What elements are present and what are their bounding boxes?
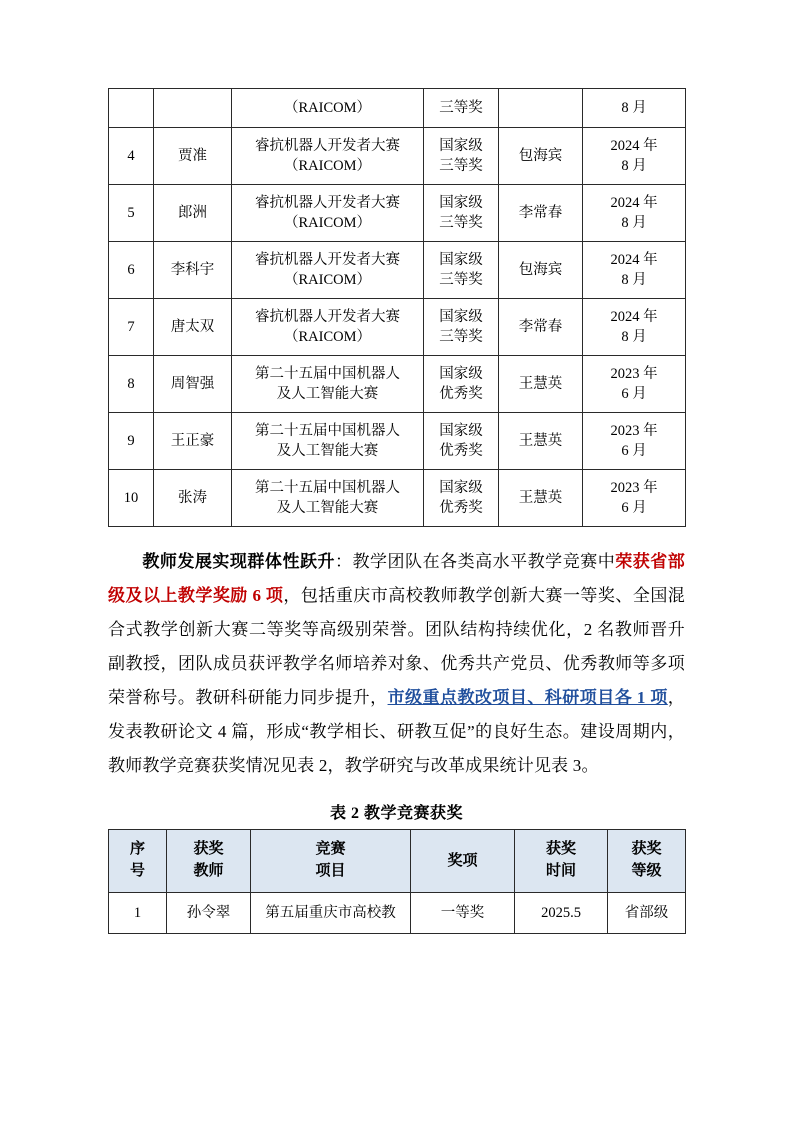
- cell-award-line2: 优秀奖: [439, 386, 483, 402]
- cell-project-line1: 第二十五届中国机器人: [255, 480, 400, 496]
- cell-award-line1: 国家级: [439, 423, 483, 439]
- cell-project: （RAICOM）: [232, 89, 424, 128]
- cell-project-line2: 及人工智能大赛: [276, 386, 379, 402]
- cell-no: 1: [109, 893, 167, 934]
- cell-project: [232, 242, 424, 299]
- cell-date: [583, 413, 686, 470]
- cell-no: 9: [109, 413, 154, 470]
- table-row: [109, 185, 686, 242]
- cell-no: 7: [109, 299, 154, 356]
- header-no-line1: 序: [129, 841, 145, 858]
- cell-award-line1: 国家级: [439, 138, 483, 154]
- cell-award-line1: 国家级: [439, 195, 483, 211]
- cell-award-line2: 优秀奖: [439, 500, 483, 516]
- cell-date-line1: 2024 年: [610, 195, 658, 211]
- cell-date-line2: 8 月: [621, 215, 647, 231]
- cell-no: 8: [109, 356, 154, 413]
- cell-name: 张涛: [154, 470, 232, 527]
- cell-award: [424, 242, 499, 299]
- table-row: [109, 128, 686, 185]
- cell-date: [583, 299, 686, 356]
- cell-project: [232, 413, 424, 470]
- cell-teacher: 包海宾: [499, 128, 583, 185]
- cell-project: [232, 185, 424, 242]
- cell-no: 6: [109, 242, 154, 299]
- cell-project-line1: 睿抗机器人开发者大赛: [255, 252, 400, 268]
- cell-award: [424, 470, 499, 527]
- paragraph-highlight-blue: 市级重点教改项目、科研项目各 1 项: [387, 688, 668, 707]
- cell-date: [583, 128, 686, 185]
- cell-date: 8 月: [583, 89, 686, 128]
- cell-date-line1: 2023 年: [610, 423, 658, 439]
- header-no: [109, 830, 167, 893]
- table-row: [109, 242, 686, 299]
- header-level-line2: 等级: [631, 863, 662, 879]
- cell-name: 郎洲: [154, 185, 232, 242]
- table-row: [109, 299, 686, 356]
- cell-project-line2: （RAICOM）: [283, 272, 371, 288]
- cell-award-line2: 三等奖: [439, 215, 483, 231]
- cell-teacher: 包海宾: [499, 242, 583, 299]
- cell-project-line1: 睿抗机器人开发者大赛: [255, 309, 400, 325]
- cell-project-line1: 第二十五届中国机器人: [255, 423, 400, 439]
- cell-award: [424, 299, 499, 356]
- cell-award: [424, 128, 499, 185]
- header-teacher-line2: 教师: [193, 863, 224, 879]
- cell-project: [232, 470, 424, 527]
- cell-award-line2: 三等奖: [439, 158, 483, 174]
- cell-date-line1: 2024 年: [610, 252, 658, 268]
- cell-teacher: 王慧英: [499, 470, 583, 527]
- table-row: [109, 893, 686, 934]
- table-header-row: [109, 830, 686, 893]
- cell-award-line1: 国家级: [439, 366, 483, 382]
- cell-date: [583, 242, 686, 299]
- header-no-line2: 号: [129, 863, 145, 879]
- cell-date: [583, 470, 686, 527]
- cell-date: [583, 356, 686, 413]
- cell-date: [583, 185, 686, 242]
- cell-teacher: 李常春: [499, 299, 583, 356]
- paragraph-lead-bold: 教师发展实现群体性跃升: [142, 552, 335, 571]
- cell-award-line2: 三等奖: [439, 272, 483, 288]
- cell-date-line2: 8 月: [621, 158, 647, 174]
- table-row: [109, 356, 686, 413]
- table-row: [109, 89, 686, 128]
- cell-name: 李科宇: [154, 242, 232, 299]
- header-project: [251, 830, 411, 893]
- cell-award: [424, 356, 499, 413]
- cell-award-line2: 优秀奖: [439, 443, 483, 459]
- header-time-line2: 时间: [545, 863, 576, 879]
- cell-level: 省部级: [608, 893, 686, 934]
- cell-project: [232, 128, 424, 185]
- cell-project-line2: 及人工智能大赛: [276, 500, 379, 516]
- cell-name: [154, 89, 232, 128]
- cell-project-line1: 睿抗机器人开发者大赛: [255, 195, 400, 211]
- cell-project-line2: （RAICOM）: [283, 215, 371, 231]
- cell-project-line1: 睿抗机器人开发者大赛: [255, 138, 400, 154]
- paragraph-segment-3: ，发表教研论文 4 篇，形成“教学相长、研教互促”的良好生态。建设周期内，教师教学竞赛获奖情况见表 2，教学研究与改革成果统计见表 3。: [108, 688, 685, 775]
- cell-award: [424, 413, 499, 470]
- cell-date-line1: 2024 年: [610, 138, 658, 154]
- cell-award-line2: 三等奖: [439, 329, 483, 345]
- cell-no: 4: [109, 128, 154, 185]
- cell-award: 一等奖: [411, 893, 515, 934]
- competition-award-table: [108, 88, 686, 527]
- paragraph-segment-2: ，包括重庆市高校教师教学创新大赛一等奖、全国混合式教学创新大赛二等奖等高级别荣誉。团队结构持续优化，2 名教师晋升副教授，团队成员获评教学名师培养对象、优秀共产党员、优秀教师等多项荣誉称号。教研科研能力同步提升，: [108, 586, 685, 707]
- paragraph-highlight-red: 荣获省部级及以上教学奖励 6 项: [108, 552, 685, 605]
- header-teacher-line1: 获奖: [193, 841, 224, 858]
- cell-name: 周智强: [154, 356, 232, 413]
- cell-teacher: 王慧英: [499, 356, 583, 413]
- cell-award: 三等奖: [424, 89, 499, 128]
- cell-date-line1: 2024 年: [610, 309, 658, 325]
- cell-no: [109, 89, 154, 128]
- table-row: [109, 470, 686, 527]
- cell-time: 2025.5: [515, 893, 608, 934]
- cell-no: 5: [109, 185, 154, 242]
- cell-name: 唐太双: [154, 299, 232, 356]
- cell-no: 10: [109, 470, 154, 527]
- header-level-line1: 获奖: [631, 841, 662, 858]
- table-row: [109, 413, 686, 470]
- cell-name: 贾准: [154, 128, 232, 185]
- header-time-line1: 获奖: [545, 841, 576, 858]
- header-project-line1: 竞赛: [315, 841, 346, 858]
- cell-award: [424, 185, 499, 242]
- header-level: [608, 830, 686, 893]
- cell-teacher: 王慧英: [499, 413, 583, 470]
- cell-teacher: 李常春: [499, 185, 583, 242]
- cell-project-line1: 第二十五届中国机器人: [255, 366, 400, 382]
- cell-date-line2: 8 月: [621, 272, 647, 288]
- cell-project: [232, 356, 424, 413]
- cell-date-line2: 6 月: [621, 443, 647, 459]
- cell-award-line1: 国家级: [439, 480, 483, 496]
- cell-teacher: 孙令翠: [167, 893, 251, 934]
- header-teacher: [167, 830, 251, 893]
- cell-date-line2: 6 月: [621, 500, 647, 516]
- cell-project-line2: 及人工智能大赛: [276, 443, 379, 459]
- cell-date-line1: 2023 年: [610, 366, 658, 382]
- teaching-competition-award-table: [108, 829, 686, 934]
- cell-name: 王正豪: [154, 413, 232, 470]
- cell-project: 第五届重庆市高校教: [251, 893, 411, 934]
- body-paragraph: [108, 545, 685, 783]
- cell-award-line1: 国家级: [439, 252, 483, 268]
- cell-project-line2: （RAICOM）: [283, 158, 371, 174]
- paragraph-segment-1: ：教学团队在各类高水平教学竞赛中: [335, 552, 616, 571]
- header-project-line2: 项目: [315, 863, 346, 879]
- header-time: [515, 830, 608, 893]
- cell-project: [232, 299, 424, 356]
- cell-date-line1: 2023 年: [610, 480, 658, 496]
- table2-caption: 表 2 教学竞赛获奖: [329, 805, 463, 822]
- header-award: 奖项: [411, 830, 515, 893]
- cell-date-line2: 8 月: [621, 329, 647, 345]
- cell-date-line2: 6 月: [621, 386, 647, 402]
- cell-award-line1: 国家级: [439, 309, 483, 325]
- cell-teacher: [499, 89, 583, 128]
- cell-project-line2: （RAICOM）: [283, 329, 371, 345]
